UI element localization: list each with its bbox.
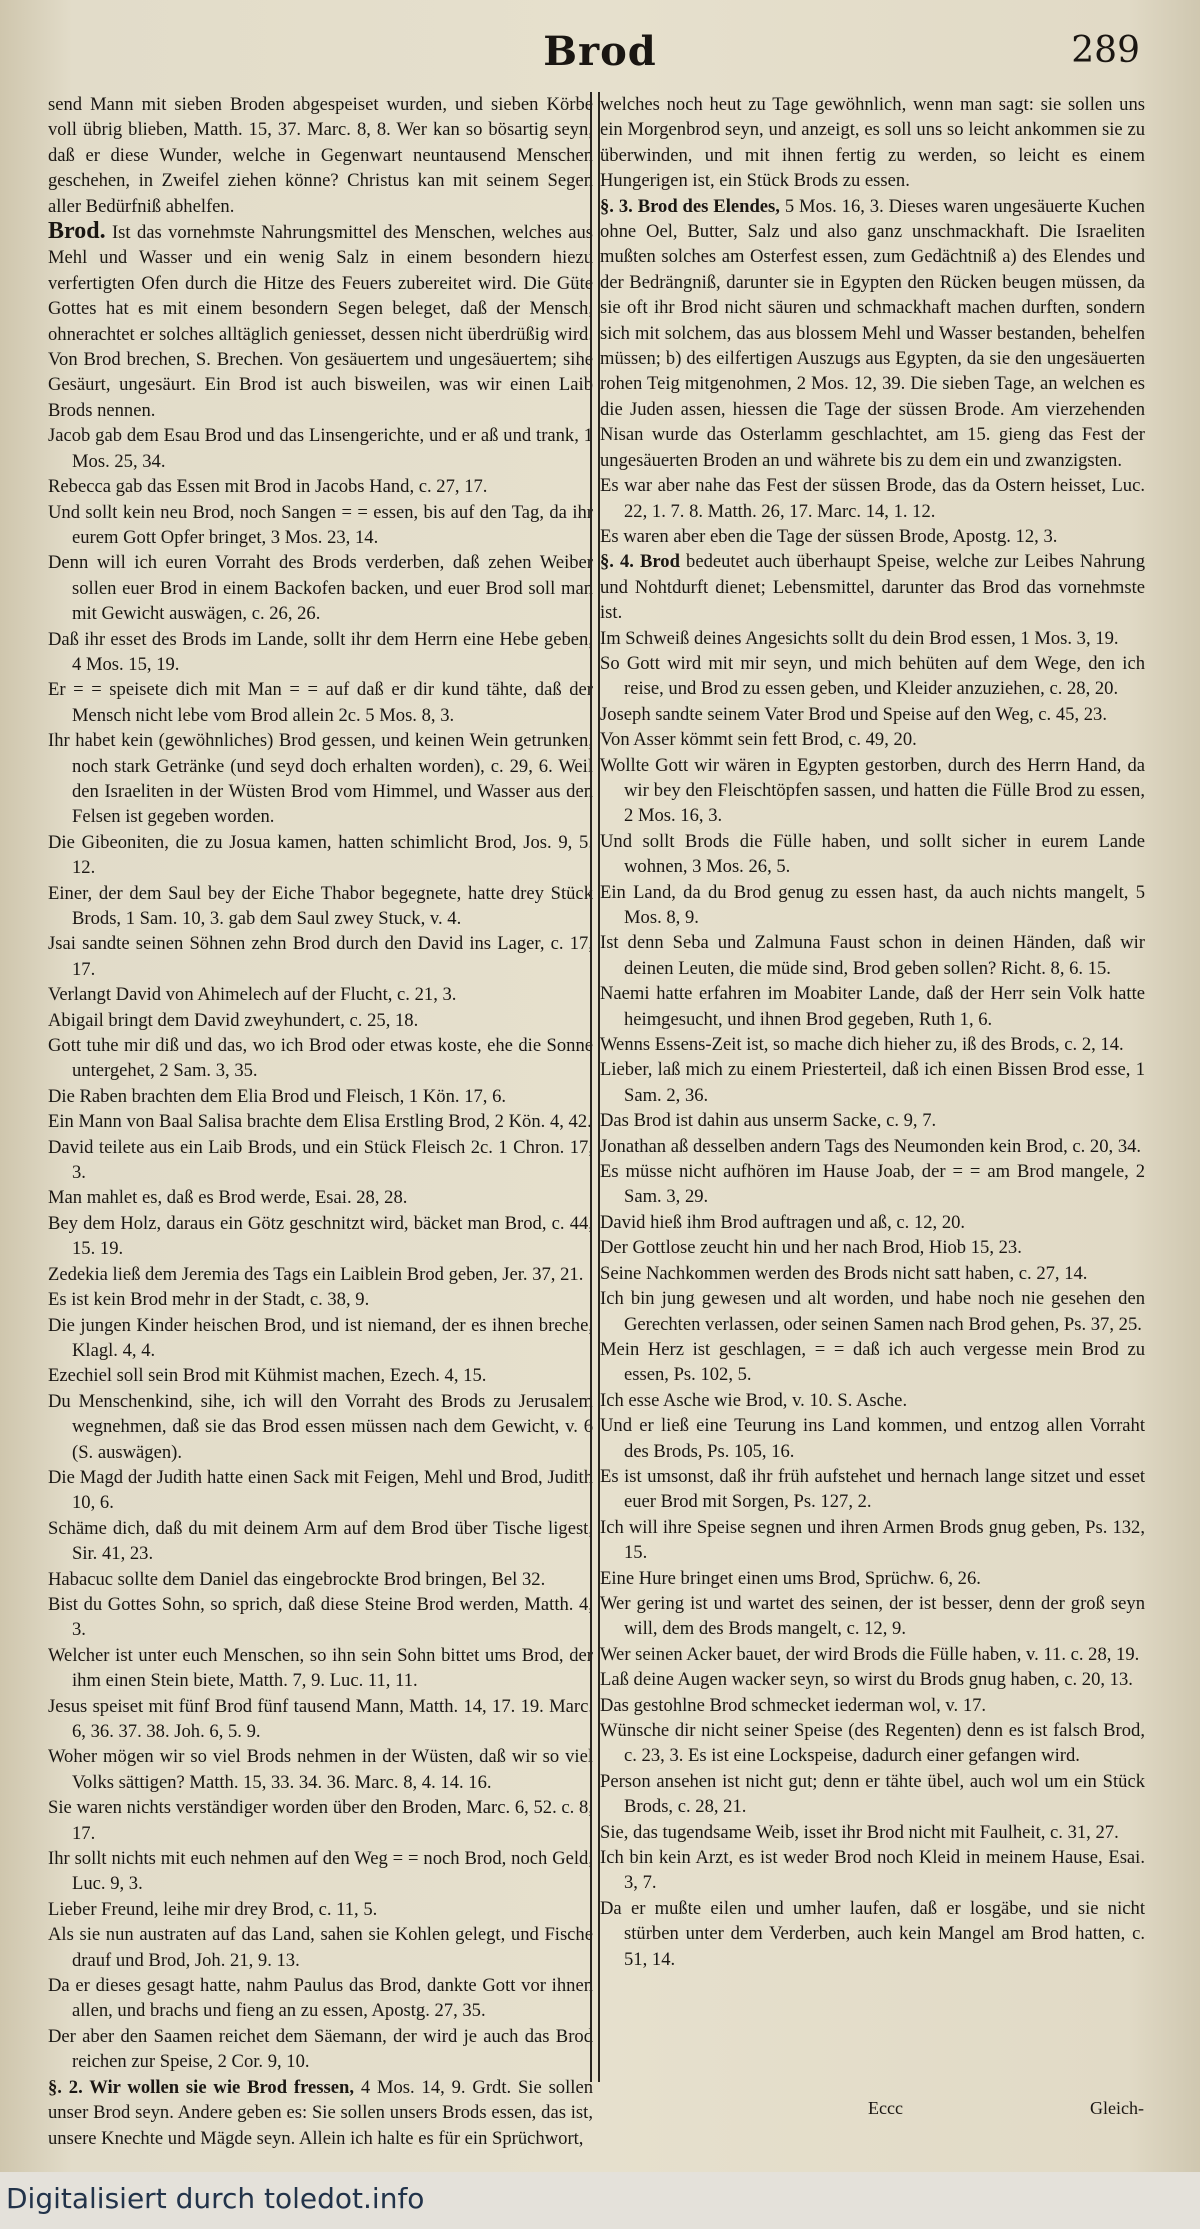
citation-entry: Das gestohlne Brod schmecket iederman wol, v. 17. bbox=[600, 1694, 987, 1716]
citation-entry: Habacuc sollte dem Daniel das eingebrockte Brod bringen, Bel 32. bbox=[48, 1568, 546, 1590]
signature-mark: Eccc bbox=[868, 2098, 903, 2118]
lemma-paragraph bbox=[48, 219, 593, 423]
citation-entry: David hieß ihm Brod auftragen und aß, c. 12, 20. bbox=[600, 1211, 966, 1233]
citation-entry: Wer gering ist und wartet des seinen, der ist besser, denn der groß seyn will, dem des Brods mangelt, c. 12, 9. bbox=[600, 1592, 1145, 1640]
section-2 bbox=[48, 2075, 593, 2151]
section-2-text: 4 Mos. 14, 9. Grdt. Sie sollen unser Brod seyn. Andere geben es: Sie sollen unsers Brods essen, das ist, unsere Knechte und Mägde seyn. Allein ich halte es für ein Sprüchwort, bbox=[48, 2076, 593, 2149]
citation-entry: Laß deine Augen wacker seyn, so wirst du Brods gnug haben, c. 20, 13. bbox=[600, 1669, 1133, 1691]
citation-entry: Er = = speisete dich mit Man = = auf daß er dir kund tähte, daß der Mensch nicht lebe vom Brod allein 2c. 5 Mos. 8, 3. bbox=[48, 679, 593, 726]
citation-entry: Du Menschenkind, sihe, ich will den Vorraht des Brods zu Jerusalem wegnehmen, daß sie das Brod essen müssen nach dem Gewicht, v. 6 (S. auswägen). bbox=[48, 1390, 593, 1463]
citation-entry: Es waren aber eben die Tage der süssen Brode, Apostg. 12, 3. bbox=[600, 525, 1058, 547]
citation-entry: Jsai sandte seinen Söhnen zehn Brod durch den David ins Lager, c. 17, 17. bbox=[48, 933, 593, 980]
section-2-title: §. 2. Wir wollen sie wie Brod fressen, bbox=[48, 2076, 354, 2098]
left-intro-paragraph: send Mann mit sieben Broden abgespeiset wurden, und sieben Körbe voll übrig blieben, Matth. 15, 37. Marc. 8, 8. Wer kan so bösartig seyn, daß er diese Wunder, welche in Gegenwart neuntausend Menschen geschehen, in Zweifel ziehen könne? Christus kan mit seinem Segen aller Bedürfniß abhelfen. bbox=[48, 94, 593, 217]
citation-entry: Abigail bringt dem David zweyhundert, c. 25, 18. bbox=[48, 1009, 419, 1031]
citation-entry: Die Magd der Judith hatte einen Sack mit Feigen, Mehl und Brod, Judith 10, 6. bbox=[48, 1466, 593, 1514]
section-3-text: 5 Mos. 16, 3. Dieses waren ungesäuerte Kuchen ohne Oel, Butter, Salz und also ganz unschmackhaft. Die Israeliten mußten solches am Osterfest essen, zum Gedächtniß a) des Elendes und der Bedrängniß, darunter sie in Egypten den Rücken beugen müssen, da sie oft ihr Brod nicht säuren und schmackhaft machen durften, sondern sich mit solchem, das aus blossem Mehl und Wasser bestanden, behelfen müssen; b) des eilfertigen Auszugs aus Egypten, da sie den ungesäuerten rohen Teig mitgenohmen, 2 Mos. 12, 39. Die sieben Tage, an welchen es die Juden assen, hiessen die Tage der süssen Brode. Am vierzehenden Nisan wurde das Osterlamm geschlachtet, am 15. gieng das Fest der ungesäuerten Broden an und währete bis zu dem ein und zwanzigsten. bbox=[600, 195, 1145, 471]
citation-entry: Die Raben brachten dem Elia Brod und Fleisch, 1 Kön. 17, 6. bbox=[48, 1085, 507, 1107]
citation-entry: Sie waren nichts verständiger worden über den Broden, Marc. 6, 52. c. 8, 17. bbox=[48, 1797, 593, 1844]
citation-entry: Wenns Essens-Zeit ist, so mache dich hieher zu, iß des Brods, c. 2, 14. bbox=[600, 1034, 1124, 1056]
citation-entry: Die Gibeoniten, die zu Josua kamen, hatten schimlicht Brod, Jos. 9, 5. 12. bbox=[48, 831, 593, 879]
section-3 bbox=[600, 194, 1145, 473]
citation-entry: Wer seinen Acker bauet, der wird Brods die Fülle haben, v. 11. c. 28, 19. bbox=[600, 1643, 1140, 1665]
lemma-definition: Ist das vornehmste Nahrungsmittel des Menschen, welches aus Mehl und Wasser und ein wenig Salz in einem besondern hiezu verfertigten Ofen durch die Hitze des Feuers zubereitet wird. Die Güte Gottes hat es mit einem besondern Segen beleget, daß der Mensch, ohnerachtet er solches alltäglich geniesset, dessen nicht überdrüßig wird. Von Brod brechen, S. Brechen. Von gesäuertem und ungesäuertem; sihe Gesäurt, ungesäurt. Ein Brod ist auch bisweilen, was wir einen Laib Brods nennen. bbox=[48, 222, 593, 421]
citation-entry: Welcher ist unter euch Menschen, so ihn sein Sohn bittet ums Brod, der ihm einen Stein biete, Matth. 7, 9. Luc. 11, 11. bbox=[48, 1644, 593, 1692]
citation-entry: Bey dem Holz, daraus ein Götz geschnitzt wird, bäcket man Brod, c. 44, 15. 19. bbox=[48, 1212, 593, 1260]
citation-entry: Ezechiel soll sein Brod mit Kühmist machen, Ezech. 4, 15. bbox=[48, 1365, 487, 1387]
citation-entry: Und er ließ eine Teurung ins Land kommen, und entzog allen Vorraht des Brods, Ps. 105, 16. bbox=[600, 1415, 1145, 1462]
citation-entry: Die jungen Kinder heischen Brod, und ist niemand, der es ihnen breche, Klagl. 4, 4. bbox=[48, 1314, 593, 1361]
citation-entry: Schäme dich, daß du mit deinem Arm auf dem Brod über Tische ligest, Sir. 41, 23. bbox=[48, 1517, 593, 1565]
section-4-title: §. 4. Brod bbox=[600, 551, 680, 573]
page-number: 289 bbox=[1071, 30, 1140, 71]
citation-entry: Ich bin jung gewesen und alt worden, und habe noch nie gesehen den Gerechten verlassen, oder seinen Samen nach Brod gehen, Ps. 37, 25. bbox=[600, 1288, 1145, 1335]
citation-entry: Der aber den Saamen reichet dem Säemann, der wird je auch das Brod reichen zur Speise, 2 Cor. 9, 10. bbox=[48, 2025, 593, 2073]
running-head: Brod bbox=[543, 28, 657, 75]
citation-entry: Da er mußte eilen und umher laufen, daß er losgäbe, und sie nicht stürben unter dem Verderben, auch kein Mangel am Brod hatten, c. 51, 14. bbox=[600, 1897, 1145, 1970]
citation-entry: Person ansehen ist nicht gut; denn er tähte übel, auch wol um ein Stück Brods, c. 28, 21. bbox=[600, 1770, 1145, 1818]
citation-entry: Ich bin kein Arzt, es ist weder Brod noch Kleid in meinem Hause, Esai. 3, 7. bbox=[600, 1847, 1145, 1894]
left-column bbox=[48, 92, 593, 2149]
page-header bbox=[40, 22, 1160, 86]
citation-entry: Ist denn Seba und Zalmuna Faust schon in deinen Händen, daß wir deinen Leuten, die müde sind, Brod geben sollen? Richt. 8, 6. 15. bbox=[600, 932, 1145, 979]
citation-entry: Es müsse nicht aufhören im Hause Joab, der = = am Brod mangele, 2 Sam. 3, 29. bbox=[600, 1161, 1145, 1208]
citation-entry: So Gott wird mit mir seyn, und mich behüten auf dem Wege, den ich reise, und Brod zu essen geben, und Kleider anzuziehen, c. 28, 20. bbox=[600, 652, 1145, 700]
citation-entry: Woher mögen wir so viel Brods nehmen in der Wüsten, daß wir so viel Volks sättigen? Matth. 15, 33. 34. 36. Marc. 8, 4. 14. 16. bbox=[48, 1746, 593, 1793]
citation-entry: Joseph sandte seinem Vater Brod und Speise auf den Weg, c. 45, 23. bbox=[600, 703, 1107, 725]
right-column bbox=[600, 92, 1145, 2092]
right-intro-paragraph: welches noch heut zu Tage gewöhnlich, wenn man sagt: sie sollen uns ein Morgenbrod seyn, und anzeigt, es soll uns so leicht ankommen sie zu überwinden, und mit ihnen fertig zu werden, so leicht es einem Hungerigen ist, ein Stück Brods zu essen. bbox=[600, 94, 1145, 192]
citation-entry: Im Schweiß deines Angesichts sollt du dein Brod essen, 1 Mos. 3, 19. bbox=[600, 627, 1119, 649]
citation-entry: Ein Mann von Baal Salisa brachte dem Elisa Erstling Brod, 2 Kön. 4, 42. bbox=[48, 1111, 592, 1133]
citation-entry: Einer, der dem Saul bey der Eiche Thabor begegnete, hatte drey Stück Brods, 1 Sam. 10, 3. gab dem Saul zwey Stuck, v. 4. bbox=[48, 882, 593, 929]
citation-entry: Lieber Freund, leihe mir drey Brod, c. 11, 5. bbox=[48, 1898, 378, 1920]
citation-entry: Wollte Gott wir wären in Egypten gestorben, durch des Herrn Hand, da wir bey den Fleischtöpfen sassen, und hatten die Fülle Brod zu essen, 2 Mos. 16, 3. bbox=[600, 754, 1145, 827]
citation-entry: Gott tuhe mir diß und das, wo ich Brod oder etwas koste, ehe die Sonne untergehet, 2 Sam. 3, 35. bbox=[48, 1035, 593, 1082]
citation-entry: Ihr habet kein (gewöhnliches) Brod gessen, und keinen Wein getrunken, noch stark Getränke (und seyd doch erhalten worden), c. 29, 6. Weil den Israeliten in der Wüsten Brod vom Himmel, und Wasser aus den Felsen ist gegeben worden. bbox=[48, 730, 593, 828]
section-3-title: §. 3. Brod des Elendes, bbox=[600, 195, 780, 217]
citation-entry: Und sollt kein neu Brod, noch Sangen = = essen, bis auf den Tag, da ihr eurem Gott Opfer bringet, 3 Mos. 23, 14. bbox=[48, 501, 593, 548]
citation-entry: Daß ihr esset des Brods im Lande, sollt ihr dem Herrn eine Hebe geben, 4 Mos. 15, 19. bbox=[48, 628, 593, 675]
section-4-text: bedeutet auch überhaupt Speise, welche zur Leibes Nahrung und Nohtdurft dienet; Lebensmittel, darunter das Brod das vornehmste ist. bbox=[600, 551, 1145, 624]
citation-entry: Ihr sollt nichts mit euch nehmen auf den Weg = = noch Brod, noch Geld, Luc. 9, 3. bbox=[48, 1848, 593, 1895]
citation-entry: Man mahlet es, daß es Brod werde, Esai. 28, 28. bbox=[48, 1187, 408, 1209]
citation-entry: Jacob gab dem Esau Brod und das Linsengerichte, und er aß und trank, 1 Mos. 25, 34. bbox=[48, 425, 593, 472]
citation-entry: Wünsche dir nicht seiner Speise (des Regenten) denn es ist falsch Brod, c. 23, 3. Es ist eine Lockspeise, dadurch einer gefangen wird. bbox=[600, 1720, 1145, 1767]
citation-entry: Da er dieses gesagt hatte, nahm Paulus das Brod, dankte Gott vor ihnen allen, und brachs und fieng an zu essen, Apostg. 27, 35. bbox=[48, 1975, 593, 2022]
section-3-entry-list bbox=[600, 473, 1145, 549]
citation-entry: Ich esse Asche wie Brod, v. 10. S. Asche. bbox=[600, 1389, 908, 1411]
citation-entry: Es war aber nahe das Fest der süssen Brode, das da Ostern heisset, Luc. 22, 1. 7. 8. Matth. 26, 17. Marc. 14, 1. 12. bbox=[600, 475, 1145, 522]
citation-entry: Jesus speiset mit fünf Brod fünf tausend Mann, Matth. 14, 17. 19. Marc. 6, 36. 37. 38. Joh. 6, 5. 9. bbox=[48, 1695, 593, 1742]
footer-bar bbox=[0, 2172, 1200, 2229]
citation-entry: Und sollt Brods die Fülle haben, und sollt sicher in eurem Lande wohnen, 3 Mos. 26, 5. bbox=[600, 830, 1145, 878]
citation-entry: Mein Herz ist geschlagen, = = daß ich auch vergesse mein Brod zu essen, Ps. 102, 5. bbox=[600, 1338, 1145, 1386]
lemma-headword: Brod. bbox=[48, 218, 106, 245]
citation-entry: Verlangt David von Ahimelech auf der Flucht, c. 21, 3. bbox=[48, 984, 457, 1006]
citation-entry: Das Brod ist dahin aus unserm Sacke, c. 9, 7. bbox=[600, 1110, 937, 1132]
citation-entry: David teilete aus ein Laib Brods, und ein Stück Fleisch 2c. 1 Chron. 17, 3. bbox=[48, 1136, 593, 1184]
digitized-by-credit: Digitalisiert durch toledot.info bbox=[6, 2182, 425, 2215]
citation-entry: Ich will ihre Speise segnen und ihren Armen Brods gnug geben, Ps. 132, 15. bbox=[600, 1516, 1145, 1564]
citation-entry: Es ist umsonst, daß ihr früh aufstehet und hernach lange sitzet und esset euer Brod mit Sorgen, Ps. 127, 2. bbox=[600, 1465, 1145, 1513]
citation-entry: Denn will ich euren Vorraht des Brods verderben, daß zehen Weiber sollen euer Brod in einem Backofen backen, und euer Brod soll man mit Gewicht auswägen, c. 26, 26. bbox=[48, 552, 593, 625]
section-4 bbox=[600, 549, 1145, 625]
citation-entry: Es ist kein Brod mehr in der Stadt, c. 38, 9. bbox=[48, 1289, 370, 1311]
left-entry-list bbox=[48, 423, 593, 2074]
column-divider bbox=[590, 92, 600, 2082]
citation-entry: Der Gottlose zeucht hin und her nach Brod, Hiob 15, 23. bbox=[600, 1237, 1022, 1259]
citation-entry: Jonathan aß desselben andern Tags des Neumonden kein Brod, c. 20, 34. bbox=[600, 1135, 1142, 1157]
catchword: Gleich- bbox=[1090, 2098, 1144, 2118]
citation-entry: Rebecca gab das Essen mit Brod in Jacobs Hand, c. 27, 17. bbox=[48, 476, 488, 498]
citation-entry: Seine Nachkommen werden des Brods nicht satt haben, c. 27, 14. bbox=[600, 1262, 1088, 1284]
citation-entry: Ein Land, da du Brod genug zu essen hast, da auch nichts mangelt, 5 Mos. 8, 9. bbox=[600, 881, 1145, 928]
citation-entry: Eine Hure bringet einen ums Brod, Sprüchw. 6, 26. bbox=[600, 1567, 981, 1589]
citation-entry: Von Asser kömmt sein fett Brod, c. 49, 20. bbox=[600, 729, 917, 751]
section-4-entry-list bbox=[600, 626, 1145, 1973]
citation-entry: Zedekia ließ dem Jeremia des Tags ein Laiblein Brod geben, Jer. 37, 21. bbox=[48, 1263, 584, 1285]
citation-entry: Naemi hatte erfahren im Moabiter Lande, daß der Herr sein Volk hatte heimgesucht, und ihnen Brod gegeben, Ruth 1, 6. bbox=[600, 983, 1145, 1030]
citation-entry: Sie, das tugendsame Weib, isset ihr Brod nicht mit Faulheit, c. 31, 27. bbox=[600, 1821, 1119, 1843]
citation-entry: Als sie nun austraten auf das Land, sahen sie Kohlen gelegt, und Fische drauf und Brod, Joh. 21, 9. 13. bbox=[48, 1924, 593, 1971]
citation-entry: Lieber, laß mich zu einem Priesterteil, daß ich einen Bissen Brod esse, 1 Sam. 2, 36. bbox=[600, 1059, 1145, 1106]
citation-entry: Bist du Gottes Sohn, so sprich, daß diese Steine Brod werden, Matth. 4, 3. bbox=[48, 1593, 593, 1641]
